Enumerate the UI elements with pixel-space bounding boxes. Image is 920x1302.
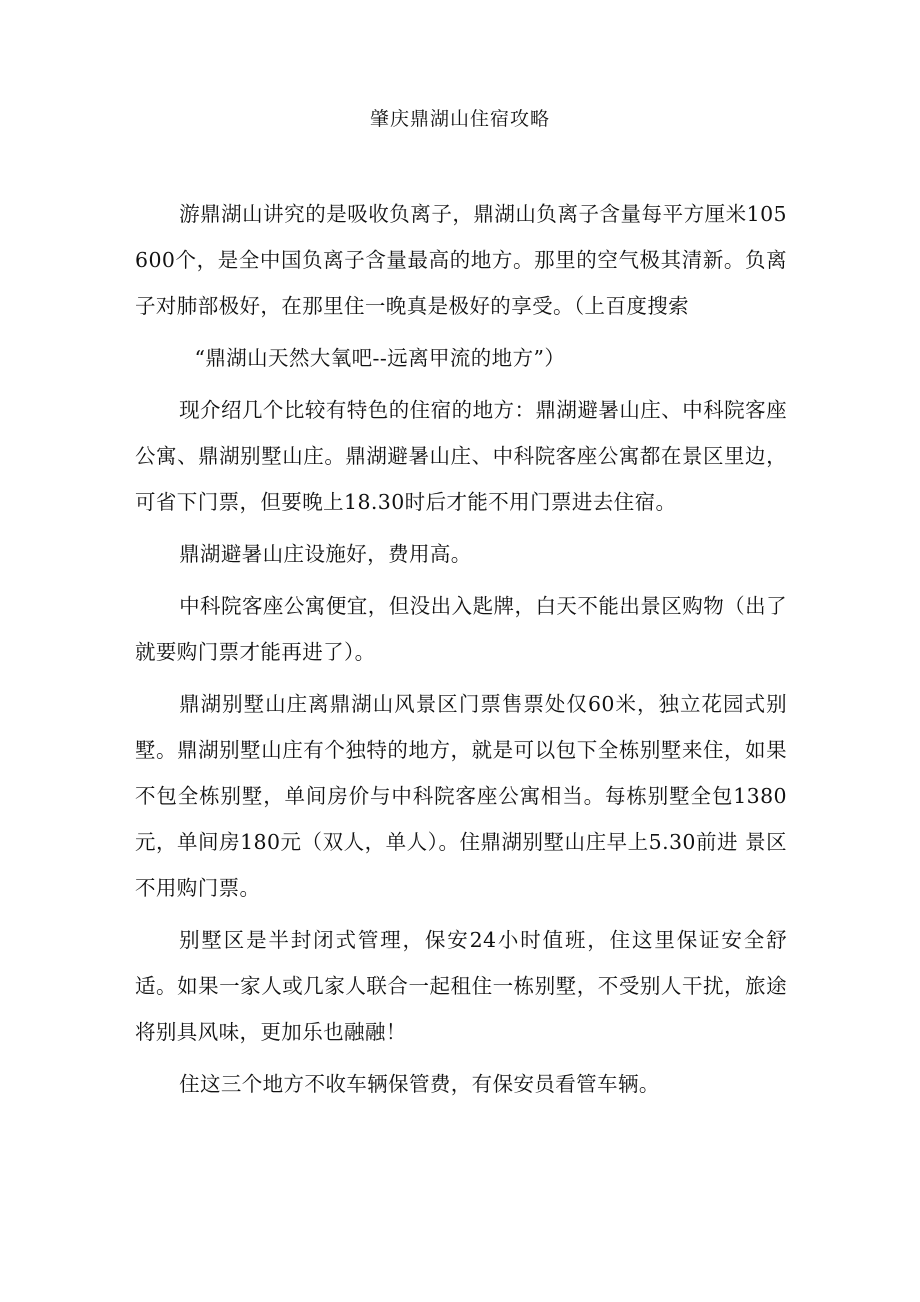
paragraph-search-quote: “鼎湖山天然大氧吧--远离甲流的地方”） [194, 346, 566, 370]
paragraph-parking: 住这三个地方不收车辆保管费，有保安员看管车辆。 [179, 1072, 660, 1096]
paragraph-lodging-overview: 现介绍几个比较有特色的住宿的地方：鼎湖避暑山庄、中科院客座公寓、鼎湖别墅山庄。鼎湖避暑山庄、中科院客座公寓都在景区里边，可省下门票，但要晚上18.30时后才能不用门票进去住宿。 [135, 398, 787, 514]
paragraph-cas-apartment: 中科院客座公寓便宜，但没出入匙牌，白天不能出景区购物（出了就要购门票才能再进了）。 [135, 594, 787, 664]
document-title: 肇庆鼎湖山住宿攻略 [369, 108, 550, 130]
paragraph-summer-resort: 鼎湖避暑山庄设施好，费用高。 [179, 542, 472, 566]
paragraph-villa-security: 别墅区是半封闭式管理，保安24小时值班，住这里保证安全舒适。如果一家人或几家人联合一起租住一栋别墅，不受别人干扰，旅途将别具风味，更加乐也融融！ [135, 928, 787, 1044]
paragraph-villa-resort: 鼎湖别墅山庄离鼎湖山风景区门票售票处仅60米，独立花园式别墅。鼎湖别墅山庄有个独特的地方，就是可以包下全栋别墅来住，如果不包全栋别墅，单间房价与中科院客座公寓相当。每栋别墅全包1380元，单间房180元（双人，单人）。住鼎湖别墅山庄早上5.30前进 景区不用购门票。 [135, 692, 787, 900]
paragraph-intro: 游鼎湖山讲究的是吸收负离子，鼎湖山负离子含量每平方厘米105600个，是全中国负离子含量最高的地方。那里的空气极其清新。负离子对肺部极好，在那里住一晚真是极好的享受。（上百度搜索 [135, 202, 787, 318]
document-body [135, 191, 787, 1113]
